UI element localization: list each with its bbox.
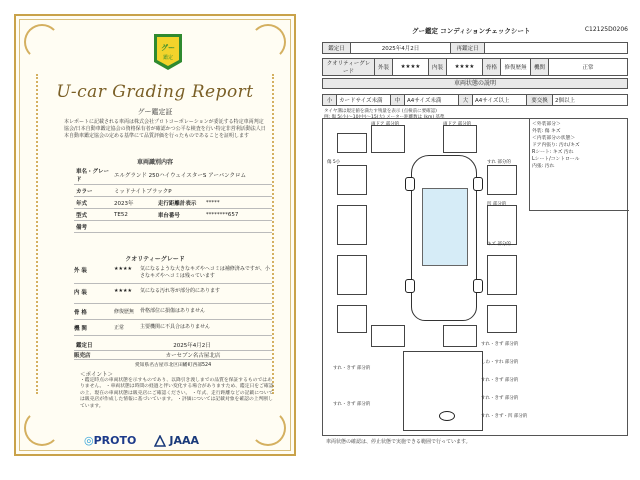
field-value: 2023年 — [112, 197, 156, 209]
table-row — [323, 95, 628, 106]
ornament-swirl — [24, 24, 60, 60]
size-label: 小 — [323, 95, 337, 106]
cell-label: 外装 — [375, 59, 393, 76]
date-label: 鑑定日 — [74, 340, 112, 351]
ornament-swirl — [250, 24, 286, 60]
tire-rear-left-icon — [405, 279, 415, 293]
damage-label: すれ・きず 部分的 — [481, 396, 519, 401]
proto-mark-icon: ◎ — [84, 434, 94, 447]
field-label: 車台番号 — [156, 209, 204, 221]
damage-label: すれ 部分的 — [487, 160, 511, 165]
certificate-intro: 本レポートに記載される車両は株式会社プロトコーポレーションが委託する特定車両判定協会/日本自動車鑑定協会の資格保有者が確認かつ公平な検査を行い特定非営利活動法人日本自動車鑑定協会の定める基準にて品質評価を行ったものであることを証明します — [64, 119, 266, 139]
dealer-label: 販売店 — [74, 353, 91, 359]
condition-check-sheet — [322, 26, 628, 450]
table-row — [74, 209, 272, 221]
field-value: ********657 — [204, 209, 272, 221]
damage-label: すれ・きず 部分的 — [481, 342, 519, 347]
grade-stars: 正常 — [114, 325, 125, 331]
size-legend-row — [322, 94, 628, 106]
panel-rear-door-right — [487, 255, 517, 295]
size-label: 大 — [459, 95, 473, 106]
dealer-row — [74, 351, 272, 360]
damage-label: 両ドア 部分的 — [371, 122, 400, 127]
cell-label: 骨格 — [483, 59, 501, 76]
tire-rear-right-icon — [473, 279, 483, 293]
comment-title: ＜外装部分＞ — [532, 122, 561, 127]
cell-value: 2025年4月2日 — [351, 43, 451, 54]
panel-hood-left — [371, 125, 405, 153]
table-row — [323, 43, 628, 54]
sheet-title: グー鑑定 コンディションチェックシート — [412, 27, 531, 35]
vehicle-info-table — [74, 166, 272, 233]
size-value: A4サイズ未満 — [405, 95, 459, 106]
table-row — [323, 59, 628, 76]
cell-value — [485, 43, 628, 54]
proto-logo: ◎PROTO — [84, 434, 137, 447]
damage-label: すれ・きず 部分的 — [333, 366, 371, 371]
grade-description: 気になるような大きなキズやヘコミは補修済みですが、小さなキズやヘコミは残っています — [140, 266, 270, 279]
svg-text:鑑定: 鑑定 — [162, 55, 174, 61]
field-label: 年式 — [74, 197, 112, 209]
cell-label: クオリティーグレード — [323, 59, 375, 76]
damage-label: 凹 部分的 — [487, 202, 507, 207]
comment-line: Lシート/コントロール — [532, 157, 580, 162]
table-row — [74, 340, 272, 351]
car-cabin — [422, 188, 468, 266]
damage-label: すれ・きず 部分的 — [333, 402, 371, 407]
panel-rear-left — [371, 325, 405, 347]
quality-section-title: クオリティーグレード — [125, 256, 185, 263]
comment-line: 内張: 汚れ — [532, 164, 555, 169]
tire-front-right-icon — [473, 177, 483, 191]
field-value: ***** — [204, 197, 272, 209]
tire-front-left-icon — [405, 177, 415, 191]
size-value: カードサイズ未満 — [337, 95, 391, 106]
ornament-vine — [36, 74, 50, 394]
grade-label: 骨 格 — [74, 310, 87, 316]
certificate-subtitle: グー鑑定証 — [137, 108, 173, 116]
panel-fender-right — [487, 165, 517, 195]
grade-row-engine — [74, 322, 272, 336]
panel-rear-door-left — [337, 255, 367, 295]
panel-hood-right — [443, 125, 477, 153]
comment-line: 外装: 傷 キズ — [532, 129, 561, 134]
grade-stars: 修復歴無 — [114, 309, 135, 315]
goo-kantei-logo — [152, 32, 184, 72]
dealer-table — [74, 340, 272, 351]
grade-row-frame — [74, 306, 272, 320]
field-value — [112, 221, 272, 233]
panel-front-left — [337, 133, 367, 153]
size-label: 要交換 — [527, 95, 553, 106]
cell-label: 鑑定日 — [323, 43, 351, 54]
vehicle-diagram — [322, 118, 628, 436]
date-value: 2025年4月2日 — [112, 340, 272, 351]
grade-row — [322, 58, 628, 76]
damage-label: 両ドア 部分的 — [443, 122, 472, 127]
ornament-vine — [272, 74, 286, 394]
damage-label: 傷 5小 — [327, 160, 341, 165]
svg-text:グー: グー — [161, 44, 175, 52]
notes-text: ・鑑定時点の車両状態を示すものであり、以降引き渡しまでの品質を保証するものではありません。 ・車両状態は時間の経過と伴い変化する場合がありますため、鑑定日をご確認の上、現在の車両状態は販売店にご確認ください。 ・年式、走行距離などの記載については販売店が作成した情報に基づいています。 ・評価については記載対象を確認の上判断しています。 — [80, 378, 274, 409]
field-label: カラー — [74, 185, 112, 197]
jaaa-logo: JAAA — [154, 434, 199, 447]
comment-line: ＜内装部分の状態＞ — [532, 136, 576, 141]
cell-label: 再鑑定日 — [451, 43, 485, 54]
footer-logos — [84, 434, 199, 447]
comment-box — [529, 119, 629, 211]
cell-value: ★★★★ — [447, 59, 483, 76]
cell-value: ★★★★ — [393, 59, 429, 76]
comment-line: Rシート: キズ 汚れ — [532, 150, 574, 155]
vehicle-section-title: 車両識別内容 — [136, 159, 173, 166]
field-value: エルグランド 250ハイウェイスターS アーバンクロム — [112, 166, 272, 185]
table-row — [74, 166, 272, 185]
field-label: 車名・グレード — [74, 166, 112, 185]
grade-stars: ★★★★ — [114, 288, 132, 294]
field-value: ミッドナイトブラックP — [112, 185, 272, 197]
size-label: 中 — [391, 95, 405, 106]
ornament-swirl — [250, 410, 286, 446]
grading-certificate — [14, 14, 296, 456]
panel-rear-right — [443, 325, 477, 347]
sheet-footer: 車両状態の確認は、停止状態で実施できる範囲で行っています。 — [326, 439, 471, 445]
cell-value: 修復歴無 — [501, 59, 531, 76]
field-label: 走行距離計表示 — [156, 197, 204, 209]
grade-description: 主要機関に不具合はありません — [140, 324, 211, 330]
notes-title: ＜ポイント＞ — [80, 372, 114, 378]
damage-label: すれ・きず 部分的 — [481, 378, 519, 383]
date-row — [322, 42, 628, 54]
grade-row-interior — [74, 286, 272, 304]
panel-quarter-left — [337, 305, 367, 333]
steering-wheel-icon — [439, 411, 455, 421]
explain-header: 車両状態の説明 — [322, 78, 628, 89]
dealer-value: カーセブン名古屋北店 — [165, 353, 221, 359]
cell-label: 機関 — [531, 59, 549, 76]
table-row — [74, 221, 272, 233]
grade-label: 機 関 — [74, 326, 87, 332]
panel-quarter-right — [487, 305, 517, 333]
panel-door-left — [337, 205, 367, 245]
grade-label: 外 装 — [74, 268, 87, 274]
certificate-title: U-car Grading Report — [56, 82, 254, 102]
panel-fender-left — [337, 165, 367, 195]
grade-label: 内 装 — [74, 290, 87, 296]
panel-door-right — [487, 205, 517, 245]
field-value: TE52 — [112, 209, 156, 221]
field-label: 備考 — [74, 221, 112, 233]
dealer-address: 愛知県名古屋市北区田幡町西部524 — [134, 363, 212, 368]
damage-label: しわ・すれ 部分的 — [481, 360, 519, 365]
grade-description: 気になる汚れ等が部分的にあります — [140, 288, 221, 294]
table-row — [74, 197, 272, 209]
size-value: 2個以上 — [553, 95, 628, 106]
sheet-code: C12125D0206 — [584, 26, 628, 33]
grade-stars: ★★★★ — [114, 266, 132, 272]
jaaa-mark-icon — [154, 435, 166, 447]
damage-label: キズ 部分的 — [487, 242, 511, 247]
field-label: 型式 — [74, 209, 112, 221]
car-top-view — [411, 155, 477, 321]
size-value: A4サイズ以上 — [473, 95, 527, 106]
scale-legend: 例: 傷 5(小)～10(中)～15(大) メーター距離数は (km) 基準 — [324, 115, 445, 120]
tire-legend: タイヤ溝は規定値を満たす残量を表示 (点検前に要確認) — [324, 109, 437, 114]
damage-label: すれ・きず・凹 部分的 — [481, 414, 528, 419]
grade-row-exterior — [74, 264, 272, 284]
table-row — [74, 185, 272, 197]
ornament-swirl — [24, 410, 60, 446]
cell-label: 内装 — [429, 59, 447, 76]
cell-value: 正常 — [549, 59, 628, 76]
grade-description: 骨格部位に損傷はありません — [140, 308, 206, 314]
comment-line: ドア内張り: 汚れ/キズ — [532, 143, 580, 148]
